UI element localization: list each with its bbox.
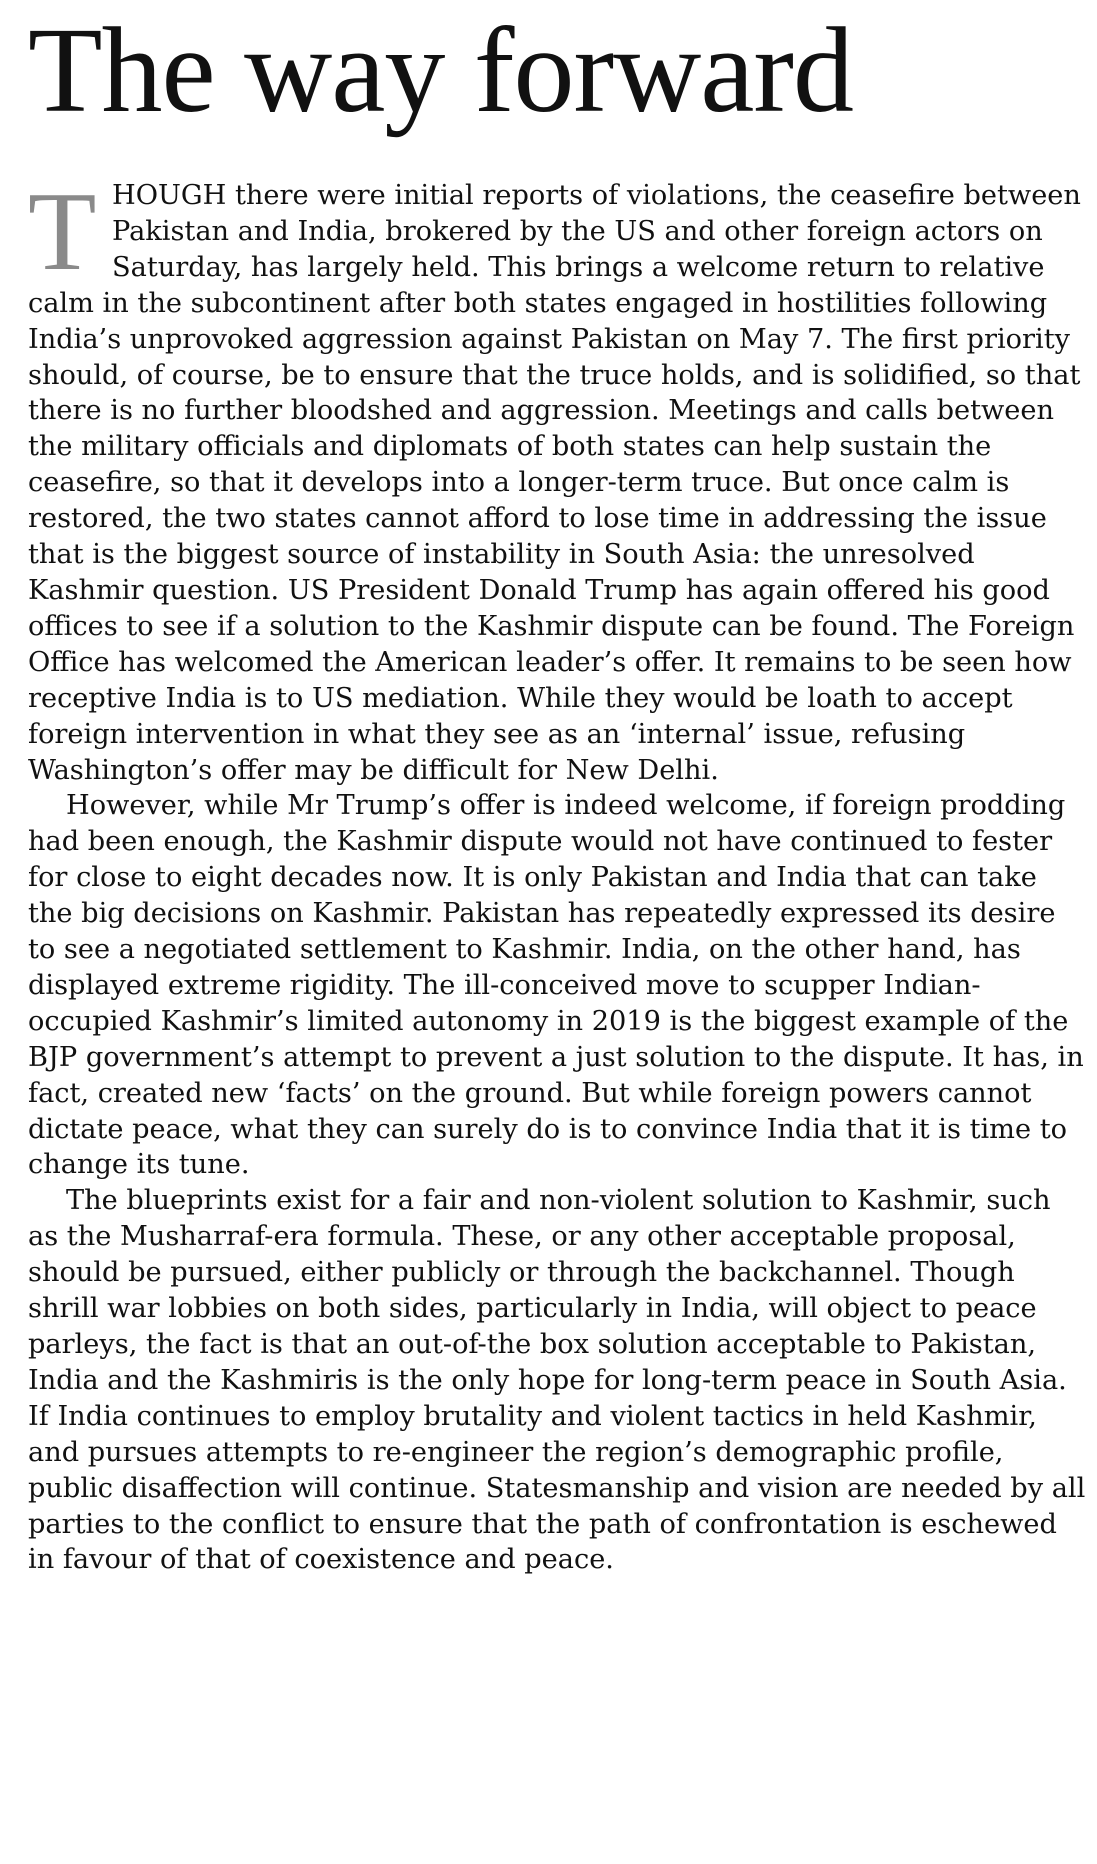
article-body — [28, 170, 1086, 1578]
paragraph-1 — [28, 170, 1086, 788]
editorial-article — [28, 0, 1086, 1864]
headline: The way forward — [28, 3, 854, 138]
lead-word: HOUGH — [112, 180, 227, 211]
drop-cap: T — [28, 170, 97, 294]
paragraph-1-text: there were initial reports of violations, the ceasefire between Pakistan and India, brokered by the US and other foreign actors on Saturday, has largely held. This brings a welcome return to relative calm in the subcontinent after both states engaged in hostilities following India’s unprovoked aggression against Pakistan on May 7. The first priority should, of course, be to ensure that the truce holds, and is solidified, so that there is no further bloodshed and aggression. Meetings and calls between the military officials and diplomats of both states can help sustain the ceasefire, so that it develops into a longer-term truce. But once calm is restored, the two states cannot afford to lose time in addressing the issue that is the biggest source of instability in South Asia: the unresolved Kashmir question. US President Donald Trump has again offered his good offices to see if a solution to the Kashmir dispute can be found. The Foreign Office has welcomed the American leader’s offer. It remains to be seen how receptive India is to US mediation. While they would be loath to accept foreign intervention in what they see as an ‘internal’ issue, refusing Washington’s offer may be difficult for New Delhi. — [28, 180, 1081, 786]
paragraph-2: However, while Mr Trump’s offer is indeed welcome, if foreign prodding had been enough, the Kashmir dispute would not have continued to fester for close to eight decades now. It is only Pakistan and India that can take the big decisions on Kashmir. Pakistan has repeatedly expressed its desire to see a negotiated settlement to Kashmir. India, on the other hand, has displayed extreme rigidity. The ill-conceived move to scupper Indian-occupied Kashmir’s limited autonomy in 2019 is the biggest example of the BJP government’s attempt to prevent a just solution to the dispute. It has, in fact, created new ‘facts’ on the ground. But while foreign powers cannot dictate peace, what they can surely do is to convince India that it is time to change its tune. — [28, 790, 1084, 1181]
paragraph-3: The blueprints exist for a fair and non-violent solution to Kashmir, such as the Musharraf-era formula. These, or any other acceptable proposal, should be pursued, either publicly or through the backchannel. Though shrill war lobbies on both sides, particularly in India, will object to peace parleys, the fact is that an out-of-the box solution acceptable to Pakistan, India and the Kashmiris is the only hope for long-term peace in South Asia. If India continues to employ brutality and violent tactics in held Kashmir, and pursues attempts to re-engineer the region’s demographic profile, public disaffection will continue. Statesmanship and vision are needed by all parties to the conflict to ensure that the path of confrontation is eschewed in favour of that of coexistence and peace. — [28, 1185, 1086, 1576]
